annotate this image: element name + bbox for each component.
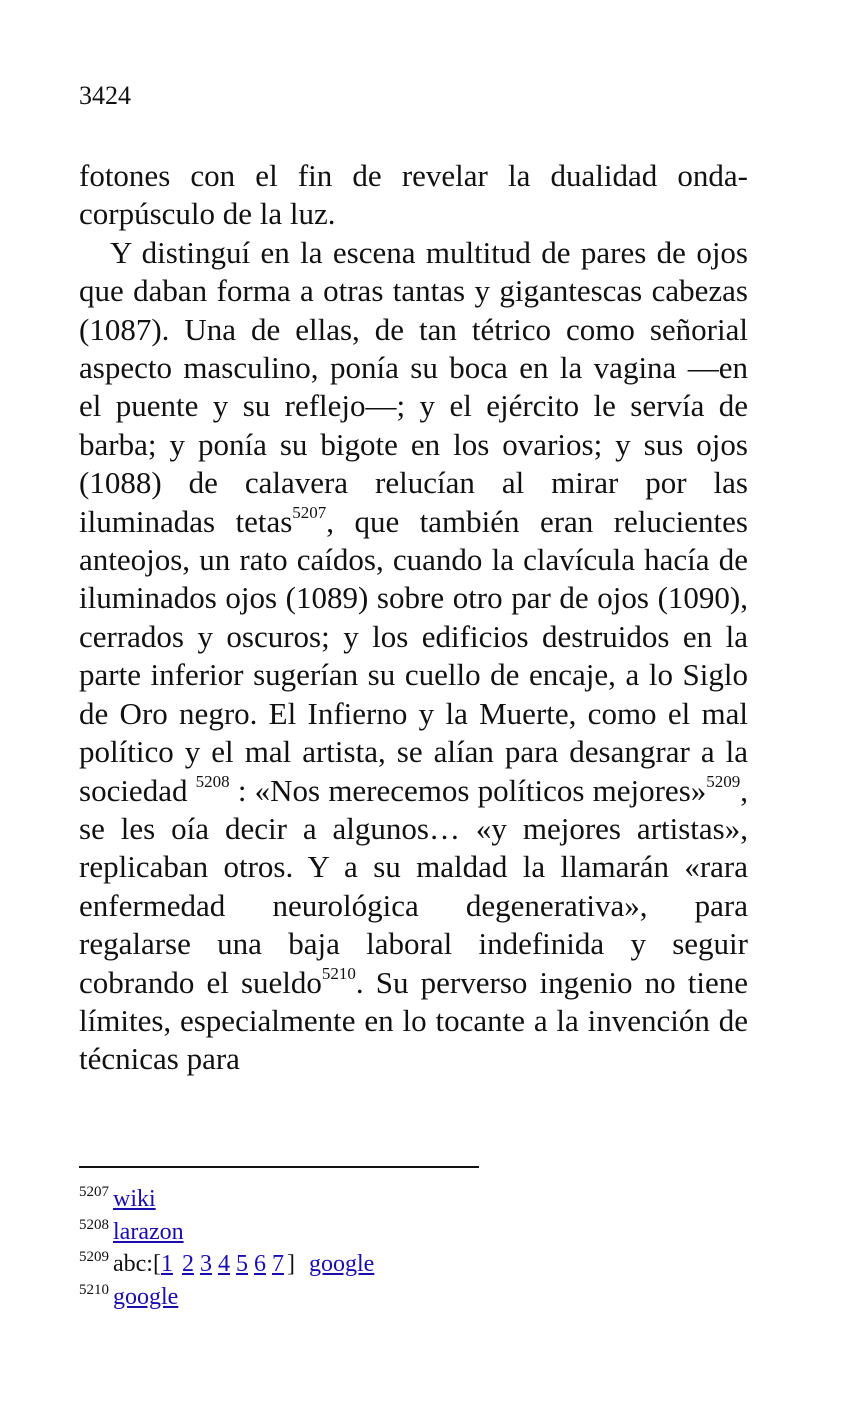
footnote-5209 <box>79 1248 374 1281</box>
footnote-ref-5210[interactable]: 5210 <box>321 963 356 983</box>
google-link[interactable]: google <box>308 1251 375 1277</box>
abc-suffix: ] <box>286 1251 295 1277</box>
abc-link-5[interactable]: 5 <box>235 1251 248 1277</box>
google-link[interactable]: google <box>113 1283 179 1310</box>
footnote-number: 5208 <box>79 1216 109 1233</box>
abc-prefix: abc:[ <box>113 1251 161 1277</box>
paragraph-2 <box>79 234 748 1079</box>
footnote-ref-5209[interactable]: 5209 <box>706 771 741 791</box>
abc-link-1[interactable]: 1 <box>160 1251 173 1277</box>
larazon-link[interactable]: larazon <box>113 1218 184 1245</box>
page-number: 3424 <box>79 81 131 110</box>
footnote-ref-5207[interactable]: 5207 <box>292 502 327 522</box>
paragraph-2-text-4: , se les oía decir a algunos… «y mejores artistas», replicaban otros. Y a su maldad la llamarán «rara enfermedad neurológica degenerativa», para regalarse una baja laboral indefinida y seguir cobrando el sueldo <box>79 772 749 1000</box>
abc-link-6[interactable]: 6 <box>253 1251 266 1277</box>
paragraph-2-text-2: , que también eran relucientes anteojos, un rato caídos, cuando la clavícula hacía de iluminados ojos (1089) sobre otro par de ojos (1090), cerrados y oscuros; y los edificios destruidos en la parte inferior sugerían su cuello de encaje, a lo Siglo de Oro negro. El Infierno y la Muerte, como el mal político y el mal artista, se alían para desangrar a la sociedad <box>79 503 748 808</box>
paragraph-2-text-1: Y distinguí en la escena multitud de pares de ojos que daban forma a otras tantas y gigantescas cabezas (1087). Una de ellas, de tan tétrico como señorial aspecto masculino, ponía su boca en la vagina —en el puente y su reflejo—; y el ejército le servía de barba; y ponía su bigote en los ovarios; y sus ojos (1088) de calavera relucían al mirar por las iluminadas tetas <box>79 234 748 539</box>
footnote-divider <box>79 1166 479 1168</box>
footnote-number: 5207 <box>79 1184 109 1200</box>
paragraph-2-text-5: . Su perverso ingenio no tiene límites, especialmente en lo tocante a la invención de técnicas para <box>79 964 748 1077</box>
abc-link-7[interactable]: 7 <box>271 1251 284 1277</box>
paragraph-2-text-3: : «Nos merecemos políticos mejores» <box>229 772 707 808</box>
footnote-5210 <box>79 1281 374 1314</box>
body-text <box>79 157 748 1079</box>
paragraph-1: fotones con el fin de revelar la dualidad onda-corpúsculo de la luz. <box>79 158 748 232</box>
footnote-number: 5209 <box>79 1249 109 1265</box>
footnote-ref-5208[interactable]: 5208 <box>195 771 230 791</box>
abc-link-3[interactable]: 3 <box>199 1251 212 1277</box>
abc-link-4[interactable]: 4 <box>217 1251 230 1277</box>
abc-link-2[interactable]: 2 <box>181 1251 194 1277</box>
footnotes <box>79 1183 374 1313</box>
footnote-number: 5210 <box>79 1281 109 1298</box>
wiki-link[interactable]: wiki <box>113 1186 156 1212</box>
footnote-5208 <box>79 1216 374 1249</box>
footnote-5207 <box>79 1183 374 1216</box>
